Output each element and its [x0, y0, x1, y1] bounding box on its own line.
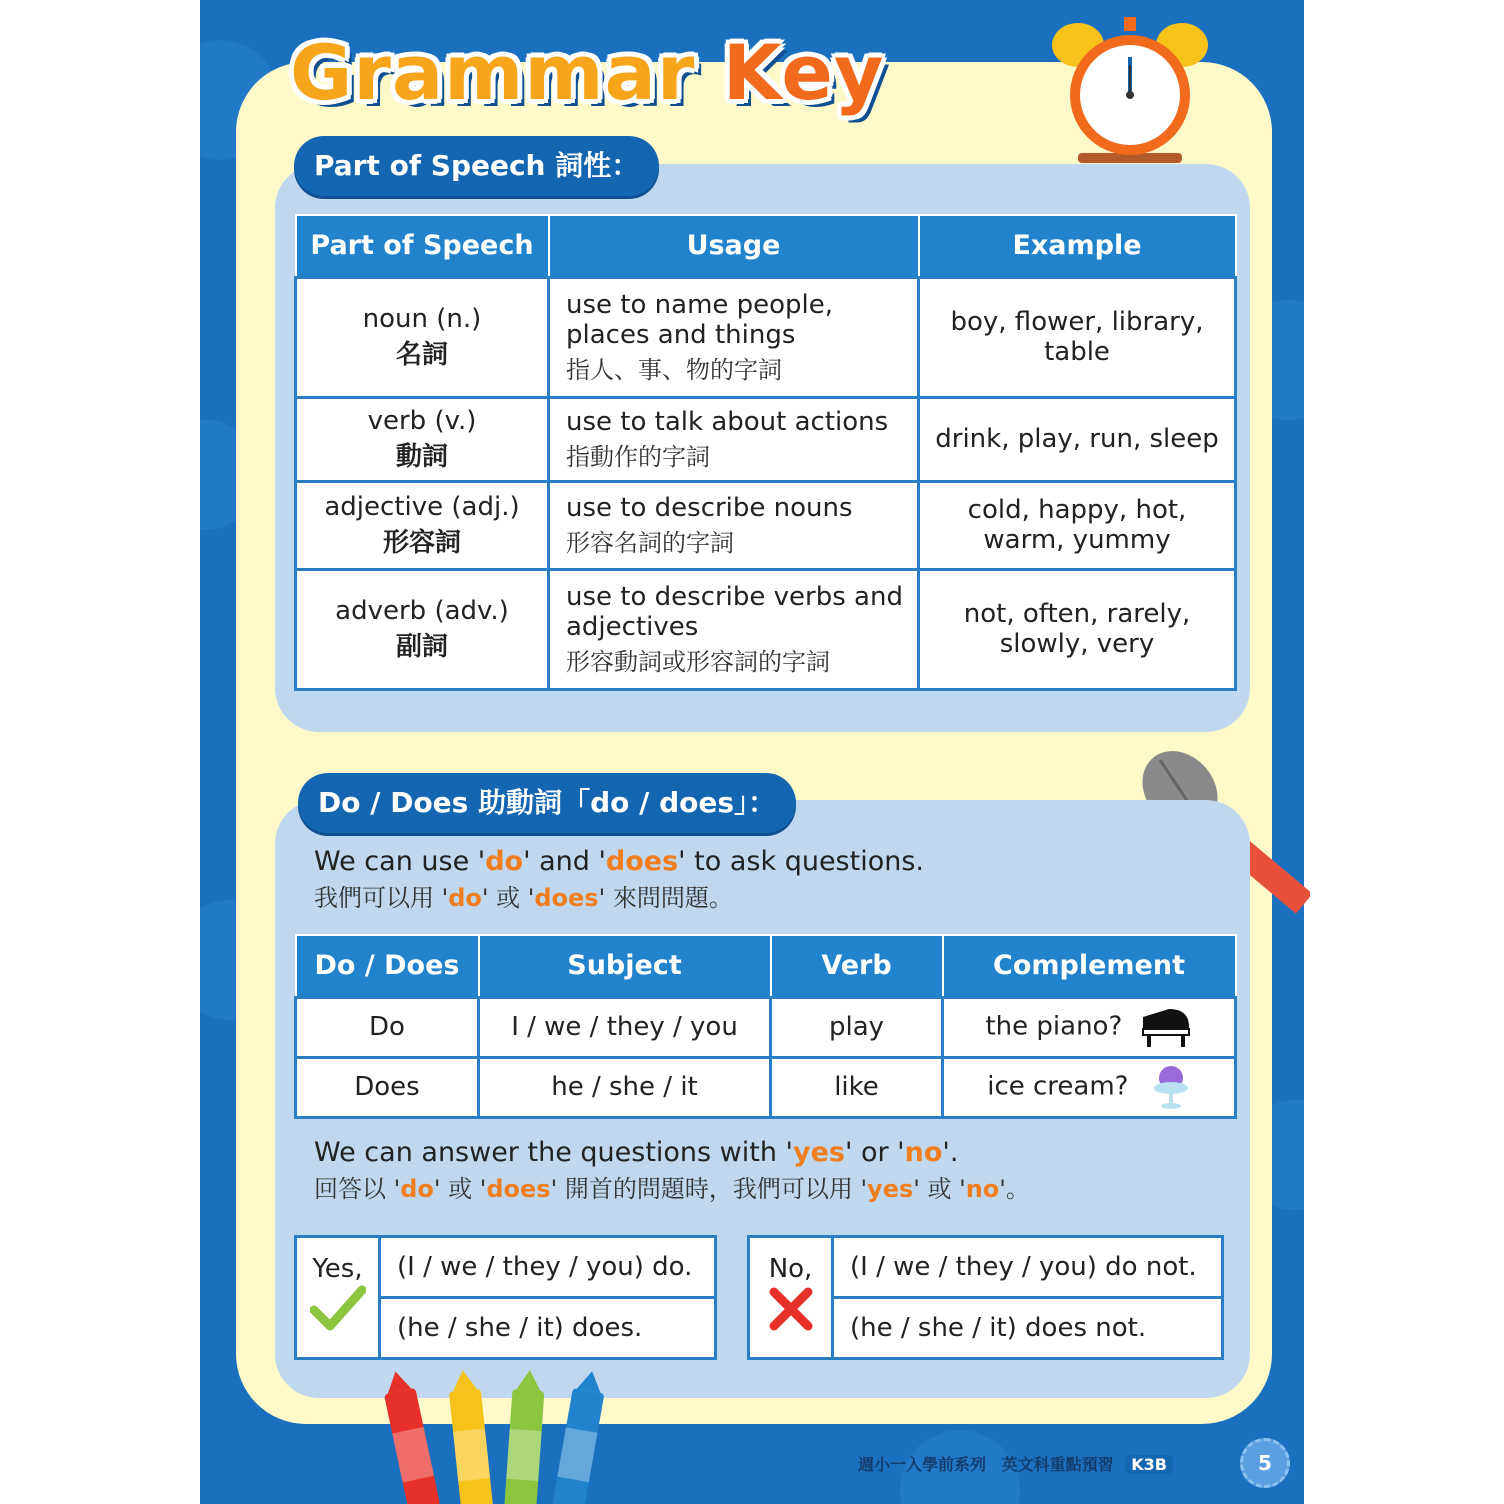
piano-icon: [1139, 1005, 1193, 1049]
table-row: [296, 569, 1236, 689]
column-header: Example: [919, 215, 1236, 277]
subject-name: 英文科重點預習: [1001, 1455, 1114, 1474]
aux-cell: Do: [296, 997, 479, 1057]
pos-cell: noun (n.) 名詞: [296, 277, 549, 397]
yes-cell: [296, 1237, 380, 1359]
answer-line: (I / we / they / you) do not.: [833, 1237, 1223, 1298]
no-cell: [749, 1237, 833, 1359]
page-title: Grammar Key: [290, 28, 885, 117]
pos-cell: adjective (adj.) 形容詞: [296, 481, 549, 569]
example-cell: not, often, rarely, slowly, very: [919, 569, 1236, 689]
no-answer-table: [747, 1235, 1224, 1360]
table-row: [296, 397, 1236, 481]
crayons-icon: [380, 1370, 610, 1504]
column-header: Usage: [549, 215, 919, 277]
yes-label: Yes,: [312, 1254, 363, 1284]
pos-cell: adverb (adv.) 副詞: [296, 569, 549, 689]
yes-answer-table: [294, 1235, 717, 1360]
verb-cell: play: [771, 997, 943, 1057]
usage-cell: use to describe nouns 形容名詞的字詞: [549, 481, 919, 569]
column-header: Do / Does: [296, 935, 479, 997]
column-header: Subject: [479, 935, 771, 997]
usage-cell: use to talk about actions 指動作的字詞: [549, 397, 919, 481]
example-cell: cold, happy, hot, warm, yummy: [919, 481, 1236, 569]
column-header: Part of Speech: [296, 215, 549, 277]
series-name: 週小一入學前系列: [858, 1455, 987, 1474]
level-code: K3B: [1125, 1455, 1173, 1474]
pos-cell: verb (v.) 動詞: [296, 397, 549, 481]
answer-line: (I / we / they / you) do.: [380, 1237, 716, 1298]
example-cell: boy, flower, library, table: [919, 277, 1236, 397]
aux-cell: Does: [296, 1057, 479, 1117]
no-label: No,: [768, 1254, 813, 1284]
check-icon: [310, 1284, 366, 1334]
answer-text: We can answer the questions with 'yes' or 'no'. 回答以 'do' 或 'does' 開首的問題時，我們可以用 'yes' 或 'no'。: [314, 1137, 1030, 1203]
table-row: [296, 1057, 1236, 1117]
part-of-speech-table: [294, 214, 1237, 691]
subject-cell: he / she / it: [479, 1057, 771, 1117]
verb-cell: like: [771, 1057, 943, 1117]
footer: [858, 1450, 1173, 1480]
ice-cream-icon: [1151, 1062, 1191, 1112]
complement-cell: the piano?: [943, 997, 1236, 1057]
answer-line: (he / she / it) does.: [380, 1298, 716, 1359]
do-does-table: [294, 934, 1237, 1119]
part-of-speech-heading: Part of Speech 詞性：: [294, 136, 659, 196]
table-row: [296, 997, 1236, 1057]
complement-cell: ice cream?: [943, 1057, 1236, 1117]
usage-cell: use to name people, places and things 指人、事、物的字詞: [549, 277, 919, 397]
column-header: Complement: [943, 935, 1236, 997]
table-row: [296, 481, 1236, 569]
example-cell: drink, play, run, sleep: [919, 397, 1236, 481]
cross-icon: [766, 1284, 816, 1334]
usage-cell: use to describe verbs and adjectives 形容動詞或形容詞的字詞: [549, 569, 919, 689]
page-number: 5: [1240, 1438, 1290, 1488]
intro-text: We can use 'do' and 'does' to ask questions. 我們可以用 'do' 或 'does' 來問問題。: [314, 846, 924, 912]
do-does-heading: Do / Does 助動詞「do / does」：: [298, 773, 796, 833]
column-header: Verb: [771, 935, 943, 997]
alarm-clock-icon: [1050, 15, 1210, 165]
answer-line: (he / she / it) does not.: [833, 1298, 1223, 1359]
subject-cell: I / we / they / you: [479, 997, 771, 1057]
table-row: [296, 277, 1236, 397]
